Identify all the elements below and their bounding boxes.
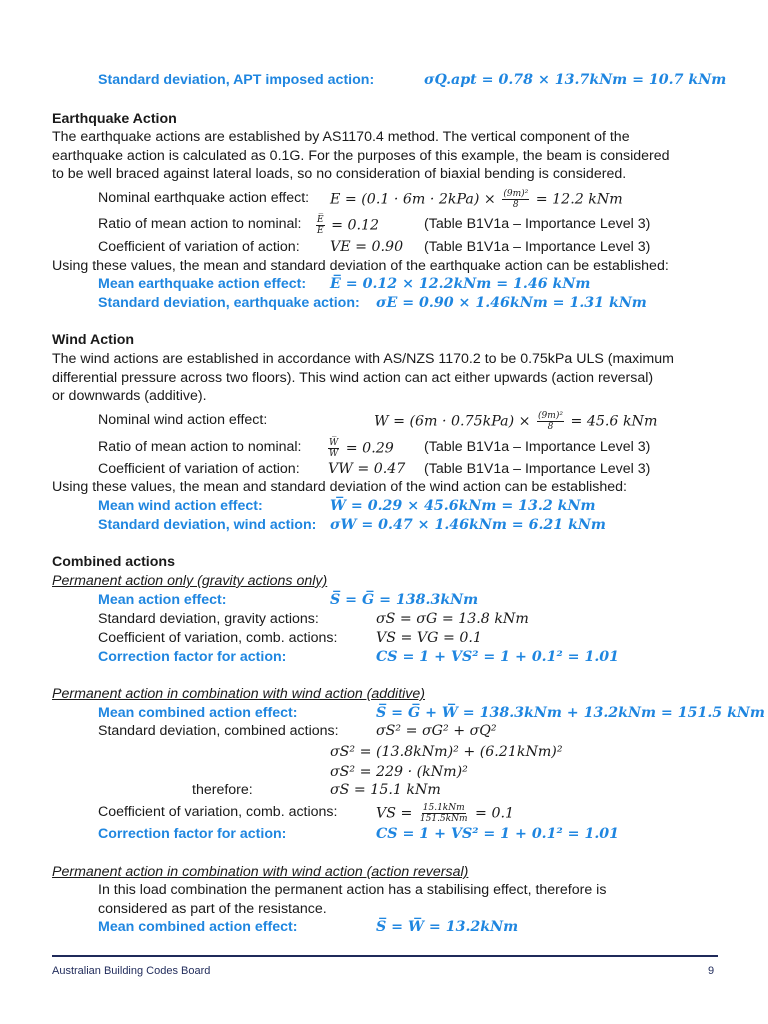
apt-sd-formula: σQ.apt = 0.78 × 13.7kNm = 10.7 kNm — [424, 72, 727, 88]
wind-cov-ref: (Table B1V1a – Importance Level 3) — [424, 461, 651, 477]
perm-cov-formula: VS = VG = 0.1 — [376, 630, 482, 646]
wind-para-2: differential pressure across two floors). This wind action can act either upwards (action reversal) — [52, 370, 654, 386]
eq-cov-ref: (Table B1V1a – Importance Level 3) — [424, 239, 651, 255]
additive-cf-formula: CS = 1 + VS² = 1 + 0.1² = 1.01 — [376, 826, 620, 842]
additive-therefore: therefore: — [192, 782, 253, 798]
eq-nominal-fraction: $\frac{\text{(9m)²}}{8}$ — [503, 189, 529, 210]
additive-cov-label: Coefficient of variation, comb. actions: — [98, 804, 338, 820]
perm-cf-label: Correction factor for action: — [98, 649, 287, 665]
wind-para-3: or downwards (additive). — [52, 388, 207, 404]
eq-ratio-ref: (Table B1V1a – Importance Level 3) — [424, 216, 651, 232]
footer-org: Australian Building Codes Board — [52, 965, 211, 977]
eq-sd-formula: σE = 0.90 × 1.46kNm = 1.31 kNm — [376, 295, 647, 311]
earthquake-para-2: earthquake action is calculated as 0.1G. For the purposes of this example, the beam is considered — [52, 148, 670, 164]
perm-cf-formula: CS = 1 + VS² = 1 + 0.1² = 1.01 — [376, 649, 620, 665]
eq-sd-label: Standard deviation, earthquake action: — [98, 295, 360, 311]
additive-sd-line-4: σS = 15.1 kNm — [330, 782, 441, 798]
perm-title: Permanent action only (gravity actions only) — [52, 573, 328, 589]
perm-sd-formula: σS = σG = 13.8 kNm — [376, 611, 529, 627]
reversal-title: Permanent action in combination with wind action (action reversal) — [52, 864, 469, 880]
perm-mean-label: Mean action effect: — [98, 592, 227, 608]
additive-title: Permanent action in combination with wind action (additive) — [52, 686, 426, 702]
earthquake-para-3: to be well braced against lateral loads, so no consideration of biaxial bending is considered. — [52, 166, 627, 182]
wind-sd-formula: σW = 0.47 × 1.46kNm = 6.21 kNm — [330, 517, 606, 533]
additive-sd-line-1: σS² = σG² + σQ² — [376, 723, 497, 739]
earthquake-heading: Earthquake Action — [52, 111, 177, 127]
wind-sd-label: Standard deviation, wind action: — [98, 517, 317, 533]
additive-sd-label: Standard deviation, combined actions: — [98, 723, 339, 739]
earthquake-para-1: The earthquake actions are established by AS1170.4 method. The vertical component of the — [52, 129, 630, 145]
additive-sd-line-3: σS² = 229 · (kNm)² — [330, 764, 468, 780]
additive-cf-label: Correction factor for action: — [98, 826, 287, 842]
eq-cov-label: Coefficient of variation of action: — [98, 239, 300, 255]
wind-cov-value: VW = 0.47 — [328, 461, 406, 477]
reversal-mean-formula: S̅ = W̅ = 13.2kNm — [376, 919, 519, 935]
wind-nominal-formula: W = (6m · 0.75kPa) × $\frac{\text{(9m)²}}{8}$ = 45.6 kNm — [374, 411, 658, 432]
wind-ratio-ref: (Table B1V1a – Importance Level 3) — [424, 439, 651, 455]
wind-mean-label: Mean wind action effect: — [98, 498, 263, 514]
wind-mean-formula: W̅ = 0.29 × 45.6kNm = 13.2 kNm — [330, 498, 596, 514]
additive-mean-label: Mean combined action effect: — [98, 705, 298, 721]
eq-summary: Using these values, the mean and standard deviation of the earthquake action can be established: — [52, 258, 669, 274]
wind-summary: Using these values, the mean and standard deviation of the wind action can be established: — [52, 479, 627, 495]
perm-mean-formula: S̅ = G̅ = 138.3kNm — [330, 592, 479, 608]
eq-nominal-formula-b: = 12.2 kNm — [535, 191, 623, 208]
reversal-mean-label: Mean combined action effect: — [98, 919, 298, 935]
wind-cov-label: Coefficient of variation of action: — [98, 461, 300, 477]
apt-sd-label: Standard deviation, APT imposed action: — [98, 72, 375, 88]
eq-ratio-fraction: $\frac{E̅}{E}$ — [317, 215, 324, 236]
additive-mean-formula: S̅ = G̅ + W̅ = 138.3kNm + 13.2kNm = 151.5 kNm — [376, 705, 765, 721]
eq-mean-formula: E̅ = 0.12 × 12.2kNm = 1.46 kNm — [330, 276, 591, 292]
combined-heading: Combined actions — [52, 554, 175, 570]
reversal-para-1: In this load combination the permanent action has a stabilising effect, therefore is — [98, 882, 607, 898]
perm-cov-label: Coefficient of variation, comb. actions: — [98, 630, 338, 646]
eq-ratio-label: Ratio of mean action to nominal: — [98, 216, 302, 232]
wind-nominal-label: Nominal wind action effect: — [98, 412, 268, 428]
wind-para-1: The wind actions are established in accordance with AS/NZS 1170.2 to be 0.75kPa ULS (maximum — [52, 351, 674, 367]
eq-mean-label: Mean earthquake action effect: — [98, 276, 307, 292]
footer-page-number: 9 — [708, 965, 715, 977]
reversal-para-2: considered as part of the resistance. — [98, 901, 327, 917]
perm-sd-label: Standard deviation, gravity actions: — [98, 611, 319, 627]
eq-ratio-formula: $\frac{E̅}{E}$ = 0.12 — [317, 215, 380, 236]
wind-ratio-fraction: $\frac{W̅}{W}$ — [329, 438, 339, 459]
wind-heading: Wind Action — [52, 332, 135, 348]
eq-nominal-formula-a: E = (0.1 · 6m · 2kPa) × — [330, 191, 496, 208]
wind-nominal-fraction: $\frac{\text{(9m)²}}{8}$ — [538, 411, 563, 432]
eq-nominal-label: Nominal earthquake action effect: — [98, 190, 310, 206]
wind-ratio-label: Ratio of mean action to nominal: — [98, 439, 302, 455]
wind-ratio-formula: $\frac{W̅}{W}$ = 0.29 — [329, 438, 394, 459]
eq-nominal-formula — [330, 189, 623, 210]
eq-cov-value: VE = 0.90 — [330, 239, 404, 255]
additive-cov-formula: VS = $\frac{\text{15.1kNm}}{\text{151.5kNm}}$ = 0.1 — [376, 803, 515, 824]
footer-rule — [52, 955, 718, 957]
additive-cov-fraction: $\frac{\text{15.1kNm}}{\text{151.5kNm}}$ — [419, 803, 468, 824]
additive-sd-line-2: σS² = (13.8kNm)² + (6.21kNm)² — [330, 744, 563, 760]
